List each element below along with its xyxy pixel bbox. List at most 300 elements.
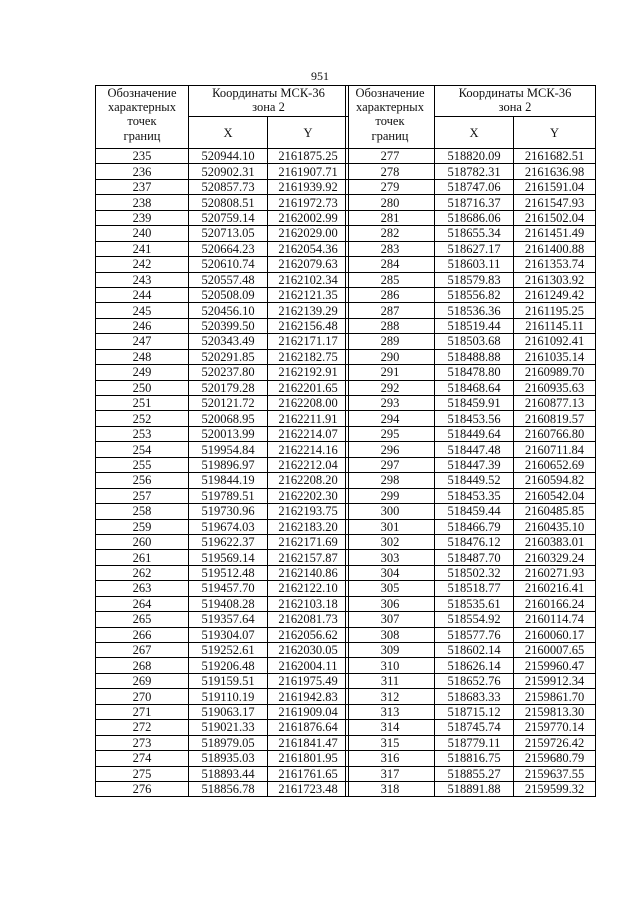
table-row: [346, 751, 596, 766]
y-value: 2162214.16: [268, 442, 349, 457]
table-row: [96, 195, 349, 210]
point-number: 266: [96, 627, 189, 642]
y-value: 2162004.11: [268, 658, 349, 673]
y-header: Y: [268, 117, 349, 149]
x-value: 518476.12: [435, 534, 514, 549]
x-value: 518487.70: [435, 550, 514, 565]
point-number: 267: [96, 643, 189, 658]
y-value: 2162211.91: [268, 411, 349, 426]
y-value: 2160766.80: [514, 426, 596, 441]
point-number: 299: [346, 488, 435, 503]
point-number: 313: [346, 704, 435, 719]
y-value: 2160877.13: [514, 396, 596, 411]
point-number: 262: [96, 565, 189, 580]
table-row: [346, 704, 596, 719]
table-row: [346, 519, 596, 534]
x-value: 518459.91: [435, 396, 514, 411]
table-row: [346, 550, 596, 565]
point-number: 263: [96, 581, 189, 596]
table-row: [346, 565, 596, 580]
x-value: 518449.52: [435, 473, 514, 488]
y-value: 2160383.01: [514, 534, 596, 549]
point-number: 269: [96, 673, 189, 688]
x-value: 518519.44: [435, 318, 514, 333]
table-row: [346, 735, 596, 750]
x-value: 519512.48: [189, 565, 268, 580]
y-value: 2162002.99: [268, 210, 349, 225]
point-number: 284: [346, 257, 435, 272]
x-value: 520902.31: [189, 164, 268, 179]
y-value: 2161145.11: [514, 318, 596, 333]
x-value: 519789.51: [189, 488, 268, 503]
point-number: 275: [96, 766, 189, 781]
point-number: 236: [96, 164, 189, 179]
table-row: [346, 720, 596, 735]
table-row: [96, 411, 349, 426]
y-value: 2161636.98: [514, 164, 596, 179]
table-row: [346, 411, 596, 426]
y-header: Y: [514, 117, 596, 149]
y-value: 2160485.85: [514, 504, 596, 519]
table-row: [96, 643, 349, 658]
table-row: [96, 179, 349, 194]
y-value: 2161547.93: [514, 195, 596, 210]
table-row: [346, 643, 596, 658]
y-value: 2162103.18: [268, 596, 349, 611]
x-value: 520759.14: [189, 210, 268, 225]
point-number: 279: [346, 179, 435, 194]
table-row: [96, 596, 349, 611]
y-value: 2161591.04: [514, 179, 596, 194]
y-value: 2160711.84: [514, 442, 596, 457]
point-number: 286: [346, 287, 435, 302]
x-value: 518577.76: [435, 627, 514, 642]
point-number: 288: [346, 318, 435, 333]
y-value: 2160060.17: [514, 627, 596, 642]
y-value: 2162156.48: [268, 318, 349, 333]
point-number: 315: [346, 735, 435, 750]
point-number: 292: [346, 380, 435, 395]
x-value: 520399.50: [189, 318, 268, 333]
x-value: 519896.97: [189, 457, 268, 472]
y-value: 2161249.42: [514, 287, 596, 302]
table-row: [96, 612, 349, 627]
table-row: [96, 334, 349, 349]
table-row: [96, 226, 349, 241]
x-value: 519408.28: [189, 596, 268, 611]
coords-header: Координаты МСК-36 зона 2: [189, 86, 349, 117]
table-row: [96, 365, 349, 380]
point-number: 255: [96, 457, 189, 472]
table-row: [96, 627, 349, 642]
point-number: 303: [346, 550, 435, 565]
x-value: 520557.48: [189, 272, 268, 287]
y-value: 2162139.29: [268, 303, 349, 318]
point-number: 310: [346, 658, 435, 673]
y-value: 2160114.74: [514, 612, 596, 627]
y-value: 2160594.82: [514, 473, 596, 488]
y-value: 2159912.34: [514, 673, 596, 688]
point-number: 305: [346, 581, 435, 596]
table-row: [96, 565, 349, 580]
table-row: [346, 504, 596, 519]
x-value: 519110.19: [189, 689, 268, 704]
x-value: 520291.85: [189, 349, 268, 364]
x-value: 518935.03: [189, 751, 268, 766]
y-value: 2159637.55: [514, 766, 596, 781]
table-row: [96, 766, 349, 781]
y-value: 2162122.10: [268, 581, 349, 596]
table-row: [96, 287, 349, 302]
x-value: 519021.33: [189, 720, 268, 735]
point-number: 265: [96, 612, 189, 627]
y-value: 2162171.17: [268, 334, 349, 349]
table-row: [346, 179, 596, 194]
point-number: 294: [346, 411, 435, 426]
x-value: 518447.39: [435, 457, 514, 472]
point-number: 287: [346, 303, 435, 318]
x-value: 518468.64: [435, 380, 514, 395]
table-row: [96, 210, 349, 225]
point-number: 251: [96, 396, 189, 411]
x-value: 518536.36: [435, 303, 514, 318]
point-number: 253: [96, 426, 189, 441]
table-row: [346, 596, 596, 611]
point-number: 295: [346, 426, 435, 441]
table-row: [346, 766, 596, 781]
y-value: 2161451.49: [514, 226, 596, 241]
table-row: [96, 689, 349, 704]
table-row: [346, 272, 596, 287]
y-value: 2161909.04: [268, 704, 349, 719]
table-row: [96, 349, 349, 364]
x-value: 520456.10: [189, 303, 268, 318]
point-number: 240: [96, 226, 189, 241]
point-number: 306: [346, 596, 435, 611]
y-value: 2159960.47: [514, 658, 596, 673]
x-value: 519063.17: [189, 704, 268, 719]
point-number: 258: [96, 504, 189, 519]
point-number: 301: [346, 519, 435, 534]
x-value: 518453.56: [435, 411, 514, 426]
table-row: [96, 257, 349, 272]
x-value: 520944.10: [189, 149, 268, 164]
x-header: X: [435, 117, 514, 149]
y-value: 2161841.47: [268, 735, 349, 750]
y-value: 2160652.69: [514, 457, 596, 472]
table-row: [96, 704, 349, 719]
y-value: 2161400.88: [514, 241, 596, 256]
table-row: [96, 241, 349, 256]
y-value: 2162102.34: [268, 272, 349, 287]
point-number: 242: [96, 257, 189, 272]
x-value: 520857.73: [189, 179, 268, 194]
x-value: 519954.84: [189, 442, 268, 457]
point-number: 290: [346, 349, 435, 364]
table-row: [96, 457, 349, 472]
table-row: [346, 426, 596, 441]
point-number: 280: [346, 195, 435, 210]
x-value: 518856.78: [189, 781, 268, 796]
y-value: 2162081.73: [268, 612, 349, 627]
point-number: 311: [346, 673, 435, 688]
x-value: 518683.33: [435, 689, 514, 704]
table-row: [96, 720, 349, 735]
y-value: 2162121.35: [268, 287, 349, 302]
x-value: 520808.51: [189, 195, 268, 210]
point-number: 302: [346, 534, 435, 549]
y-value: 2162202.30: [268, 488, 349, 503]
point-number: 309: [346, 643, 435, 658]
point-number: 289: [346, 334, 435, 349]
y-value: 2162030.05: [268, 643, 349, 658]
x-value: 520610.74: [189, 257, 268, 272]
table-row: [346, 457, 596, 472]
y-value: 2160435.10: [514, 519, 596, 534]
point-number: 300: [346, 504, 435, 519]
x-value: 520713.05: [189, 226, 268, 241]
point-number: 297: [346, 457, 435, 472]
x-value: 519457.70: [189, 581, 268, 596]
x-value: 520179.28: [189, 380, 268, 395]
point-number: 259: [96, 519, 189, 534]
y-value: 2160329.24: [514, 550, 596, 565]
x-value: 518891.88: [435, 781, 514, 796]
x-value: 518478.80: [435, 365, 514, 380]
x-value: 518779.11: [435, 735, 514, 750]
table-row: [346, 195, 596, 210]
point-number: 273: [96, 735, 189, 750]
y-value: 2160819.57: [514, 411, 596, 426]
table-row: [346, 473, 596, 488]
y-value: 2161723.48: [268, 781, 349, 796]
table-row: [346, 380, 596, 395]
point-number: 268: [96, 658, 189, 673]
x-value: 519622.37: [189, 534, 268, 549]
y-value: 2161092.41: [514, 334, 596, 349]
table-row: [96, 735, 349, 750]
x-value: 520508.09: [189, 287, 268, 302]
point-number: 252: [96, 411, 189, 426]
designation-header: Обозначение характерных точек границ: [346, 86, 435, 149]
page-number: 951: [311, 69, 329, 83]
table-row: [346, 488, 596, 503]
point-number: 285: [346, 272, 435, 287]
table-row: [346, 581, 596, 596]
x-value: 518820.09: [435, 149, 514, 164]
x-value: 520237.80: [189, 365, 268, 380]
table-row: [346, 349, 596, 364]
x-value: 518502.32: [435, 565, 514, 580]
table-row: [346, 627, 596, 642]
point-number: 314: [346, 720, 435, 735]
table-row: [96, 504, 349, 519]
y-value: 2159861.70: [514, 689, 596, 704]
x-value: 518466.79: [435, 519, 514, 534]
point-number: 277: [346, 149, 435, 164]
point-number: 276: [96, 781, 189, 796]
x-value: 520121.72: [189, 396, 268, 411]
table-row: [346, 164, 596, 179]
y-value: 2162171.69: [268, 534, 349, 549]
table-row: [346, 210, 596, 225]
table-row: [346, 287, 596, 302]
x-value: 518979.05: [189, 735, 268, 750]
y-value: 2162208.20: [268, 473, 349, 488]
table-row: [96, 751, 349, 766]
table-row: [346, 318, 596, 333]
x-value: 518893.44: [189, 766, 268, 781]
x-value: 519206.48: [189, 658, 268, 673]
point-number: 239: [96, 210, 189, 225]
coordinates-table-right: [345, 85, 596, 797]
y-value: 2160007.65: [514, 643, 596, 658]
table-row: [96, 149, 349, 164]
table-row: [346, 534, 596, 549]
y-value: 2161353.74: [514, 257, 596, 272]
x-value: 518626.14: [435, 658, 514, 673]
table-row: [346, 781, 596, 796]
table-row: [96, 550, 349, 565]
x-value: 518447.48: [435, 442, 514, 457]
table-row: [96, 380, 349, 395]
table-row: [96, 534, 349, 549]
x-value: 518579.83: [435, 272, 514, 287]
table-row: [346, 241, 596, 256]
y-value: 2162193.75: [268, 504, 349, 519]
point-number: 256: [96, 473, 189, 488]
x-value: 518556.82: [435, 287, 514, 302]
point-number: 244: [96, 287, 189, 302]
y-value: 2162029.00: [268, 226, 349, 241]
y-value: 2160989.70: [514, 365, 596, 380]
point-number: 296: [346, 442, 435, 457]
y-value: 2161942.83: [268, 689, 349, 704]
y-value: 2161303.92: [514, 272, 596, 287]
x-value: 520664.23: [189, 241, 268, 256]
x-value: 518782.31: [435, 164, 514, 179]
x-value: 519304.07: [189, 627, 268, 642]
table-body-left: [96, 149, 349, 797]
table-row: [96, 303, 349, 318]
x-value: 518716.37: [435, 195, 514, 210]
table-row: [346, 658, 596, 673]
y-value: 2162157.87: [268, 550, 349, 565]
table-row: [346, 149, 596, 164]
y-value: 2161195.25: [514, 303, 596, 318]
point-number: 238: [96, 195, 189, 210]
x-header: X: [189, 117, 268, 149]
y-value: 2162182.75: [268, 349, 349, 364]
point-number: 235: [96, 149, 189, 164]
point-number: 317: [346, 766, 435, 781]
x-value: 518602.14: [435, 643, 514, 658]
x-value: 519569.14: [189, 550, 268, 565]
point-number: 246: [96, 318, 189, 333]
table-row: [346, 689, 596, 704]
x-value: 518459.44: [435, 504, 514, 519]
x-value: 518652.76: [435, 673, 514, 688]
table-row: [96, 164, 349, 179]
point-number: 282: [346, 226, 435, 241]
table-row: [346, 257, 596, 272]
table-row: [96, 658, 349, 673]
y-value: 2162056.62: [268, 627, 349, 642]
table-row: [96, 519, 349, 534]
point-number: 249: [96, 365, 189, 380]
point-number: 293: [346, 396, 435, 411]
y-value: 2161975.49: [268, 673, 349, 688]
point-number: 304: [346, 565, 435, 580]
coords-header: Координаты МСК-36 зона 2: [435, 86, 596, 117]
x-value: 519674.03: [189, 519, 268, 534]
point-number: 270: [96, 689, 189, 704]
table-row: [346, 396, 596, 411]
y-value: 2162183.20: [268, 519, 349, 534]
table-row: [96, 473, 349, 488]
table-row: [346, 673, 596, 688]
x-value: 518816.75: [435, 751, 514, 766]
x-value: 519730.96: [189, 504, 268, 519]
table-row: [346, 334, 596, 349]
y-value: 2161035.14: [514, 349, 596, 364]
x-value: 518686.06: [435, 210, 514, 225]
point-number: 278: [346, 164, 435, 179]
y-value: 2162054.36: [268, 241, 349, 256]
point-number: 272: [96, 720, 189, 735]
y-value: 2159680.79: [514, 751, 596, 766]
x-value: 518554.92: [435, 612, 514, 627]
y-value: 2160166.24: [514, 596, 596, 611]
y-value: 2161876.64: [268, 720, 349, 735]
table-row: [346, 442, 596, 457]
y-value: 2159726.42: [514, 735, 596, 750]
y-value: 2162201.65: [268, 380, 349, 395]
y-value: 2161972.73: [268, 195, 349, 210]
y-value: 2161907.71: [268, 164, 349, 179]
x-value: 518488.88: [435, 349, 514, 364]
y-value: 2159770.14: [514, 720, 596, 735]
point-number: 247: [96, 334, 189, 349]
y-value: 2160935.63: [514, 380, 596, 395]
y-value: 2159813.30: [514, 704, 596, 719]
y-value: 2161761.65: [268, 766, 349, 781]
x-value: 520013.99: [189, 426, 268, 441]
point-number: 291: [346, 365, 435, 380]
y-value: 2161801.95: [268, 751, 349, 766]
x-value: 518745.74: [435, 720, 514, 735]
table-row: [96, 396, 349, 411]
x-value: 518603.11: [435, 257, 514, 272]
x-value: 518453.35: [435, 488, 514, 503]
table-row: [346, 612, 596, 627]
y-value: 2162079.63: [268, 257, 349, 272]
y-value: 2160542.04: [514, 488, 596, 503]
y-value: 2159599.32: [514, 781, 596, 796]
point-number: 271: [96, 704, 189, 719]
point-number: 261: [96, 550, 189, 565]
x-value: 520343.49: [189, 334, 268, 349]
x-value: 518627.17: [435, 241, 514, 256]
point-number: 307: [346, 612, 435, 627]
table-body-right: [346, 149, 596, 797]
point-number: 298: [346, 473, 435, 488]
table-row: [96, 426, 349, 441]
x-value: 519844.19: [189, 473, 268, 488]
table-row: [96, 272, 349, 287]
table-row: [96, 442, 349, 457]
x-value: 519252.61: [189, 643, 268, 658]
